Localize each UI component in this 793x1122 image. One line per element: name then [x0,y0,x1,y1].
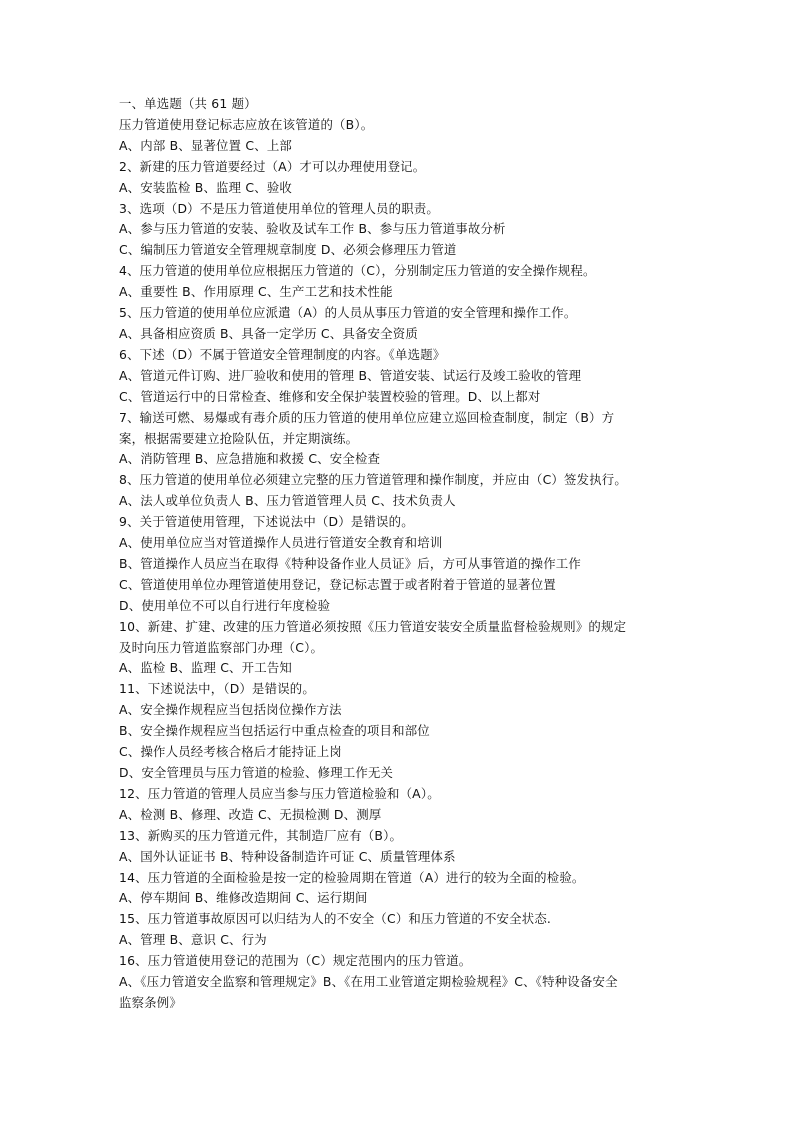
answer-options: A、具备相应资质 B、具备一定学历 C、具备安全资质 [119,325,418,341]
section-heading: 一、单选题（共 61 题） [119,96,257,111]
question-text: 3、选项（D）不是压力管道使用单位的管理人员的职责。 [119,200,439,216]
question-text: 2、新建的压力管道要经过（A）才可以办理使用登记。 [119,158,426,174]
answer-options: A、消防管理 B、应急措施和救援 C、安全检查 [119,451,381,467]
answer-options: A、《压力管道安全监察和管理规定》B、《在用工业管道定期检验规程》C、《特种设备安全 [119,974,618,990]
answer-options: A、管理 B、意识 C、行为 [119,932,267,948]
question-text: 5、压力管道的使用单位应派遣（A）的人员从事压力管道的安全管理和操作工作。 [119,305,577,321]
question-text: 14、压力管道的全面检验是按一定的检验周期在管道（A）进行的较为全面的检验。 [119,869,585,885]
question-text: 压力管道使用登记标志应放在该管道的（B）。 [119,116,374,132]
answer-options: C、管道运行中的日常检查、维修和安全保护装置校验的管理。D、以上都对 [119,388,541,404]
question-text: 11、下述说法中，（D）是错误的。 [119,681,315,697]
answer-options: A、停车期间 B、维修改造期间 C、运行期间 [119,890,368,906]
answer-options: A、检测 B、修理、改造 C、无损检测 D、测厚 [119,806,382,822]
answer-option: D、安全管理员与压力管道的检验、修理工作无关 [119,765,394,780]
answer-option: A、安全操作规程应当包括岗位操作方法 [119,702,342,718]
question-text: 8、压力管道的使用单位必须建立完整的压力管道管理和操作制度，并应由（C）签发执行。 [119,472,627,488]
answer-options: A、重要性 B、作用原理 C、生产工艺和技术性能 [119,284,393,300]
answer-option: B、安全操作规程应当包括运行中重点检查的项目和部位 [119,723,430,739]
question-text: 7、输送可燃、易爆或有毒介质的压力管道的使用单位应建立巡回检查制度，制定（B）方 [119,409,615,425]
question-text-continued: 案，根据需要建立抢险队伍，并定期演练。 [119,430,359,446]
question-text: 16、压力管道使用登记的范围为（C）规定范围内的压力管道。 [119,953,472,969]
document-page [119,94,681,1014]
question-text: 15、压力管道事故原因可以归结为人的不安全（C）和压力管道的不安全状态. [119,911,552,927]
answer-options: A、内部 B、显著位置 C、上部 [119,137,293,153]
question-text: 12、压力管道的管理人员应当参与压力管道检验和（A）。 [119,785,440,801]
answer-options: A、监检 B、监理 C、开工告知 [119,660,293,676]
question-text: 13、新购买的压力管道元件，其制造厂应有（B）。 [119,827,403,843]
question-text: 4、压力管道的使用单位应根据压力管道的（C），分别制定压力管道的安全操作规程。 [119,263,596,279]
answer-options: A、参与压力管道的安装、验收及试车工作 B、参与压力管道事故分析 [119,221,506,237]
answer-options: A、安装监检 B、监理 C、验收 [119,179,293,195]
question-text: 6、下述（D）不属于管道安全管理制度的内容。《单选题》 [119,346,446,362]
answer-options: C、编制压力管道安全管理规章制度 D、必须会修理压力管道 [119,242,457,258]
answer-option: C、管道使用单位办理管道使用登记，登记标志置于或者附着于管道的显著位置 [119,576,556,592]
answer-option: B、管道操作人员应当在取得《特种设备作业人员证》后，方可从事管道的操作工作 [119,555,581,571]
answer-options: A、国外认证证书 B、特种设备制造许可证 C、质量管理体系 [119,848,456,864]
answer-options-continued: 监察条例》 [119,994,182,1010]
question-text: 9、关于管道使用管理，下述说法中（D）是错误的。 [119,514,414,530]
answer-option: C、操作人员经考核合格后才能持证上岗 [119,744,342,760]
question-text-continued: 及时向压力管道监察部门办理（C）。 [119,639,324,655]
answer-option: D、使用单位不可以自行进行年度检验 [119,597,331,613]
answer-option: A、使用单位应当对管道操作人员进行管道安全教育和培训 [119,535,443,551]
answer-options: A、管道元件订购、进厂验收和使用的管理 B、管道安装、试运行及竣工验收的管理 [119,367,582,383]
answer-options: A、法人或单位负责人 B、压力管道管理人员 C、技术负责人 [119,493,456,509]
question-text: 10、新建、扩建、改建的压力管道必须按照《压力管道安装安全质量监督检验规则》的规定 [119,618,627,634]
